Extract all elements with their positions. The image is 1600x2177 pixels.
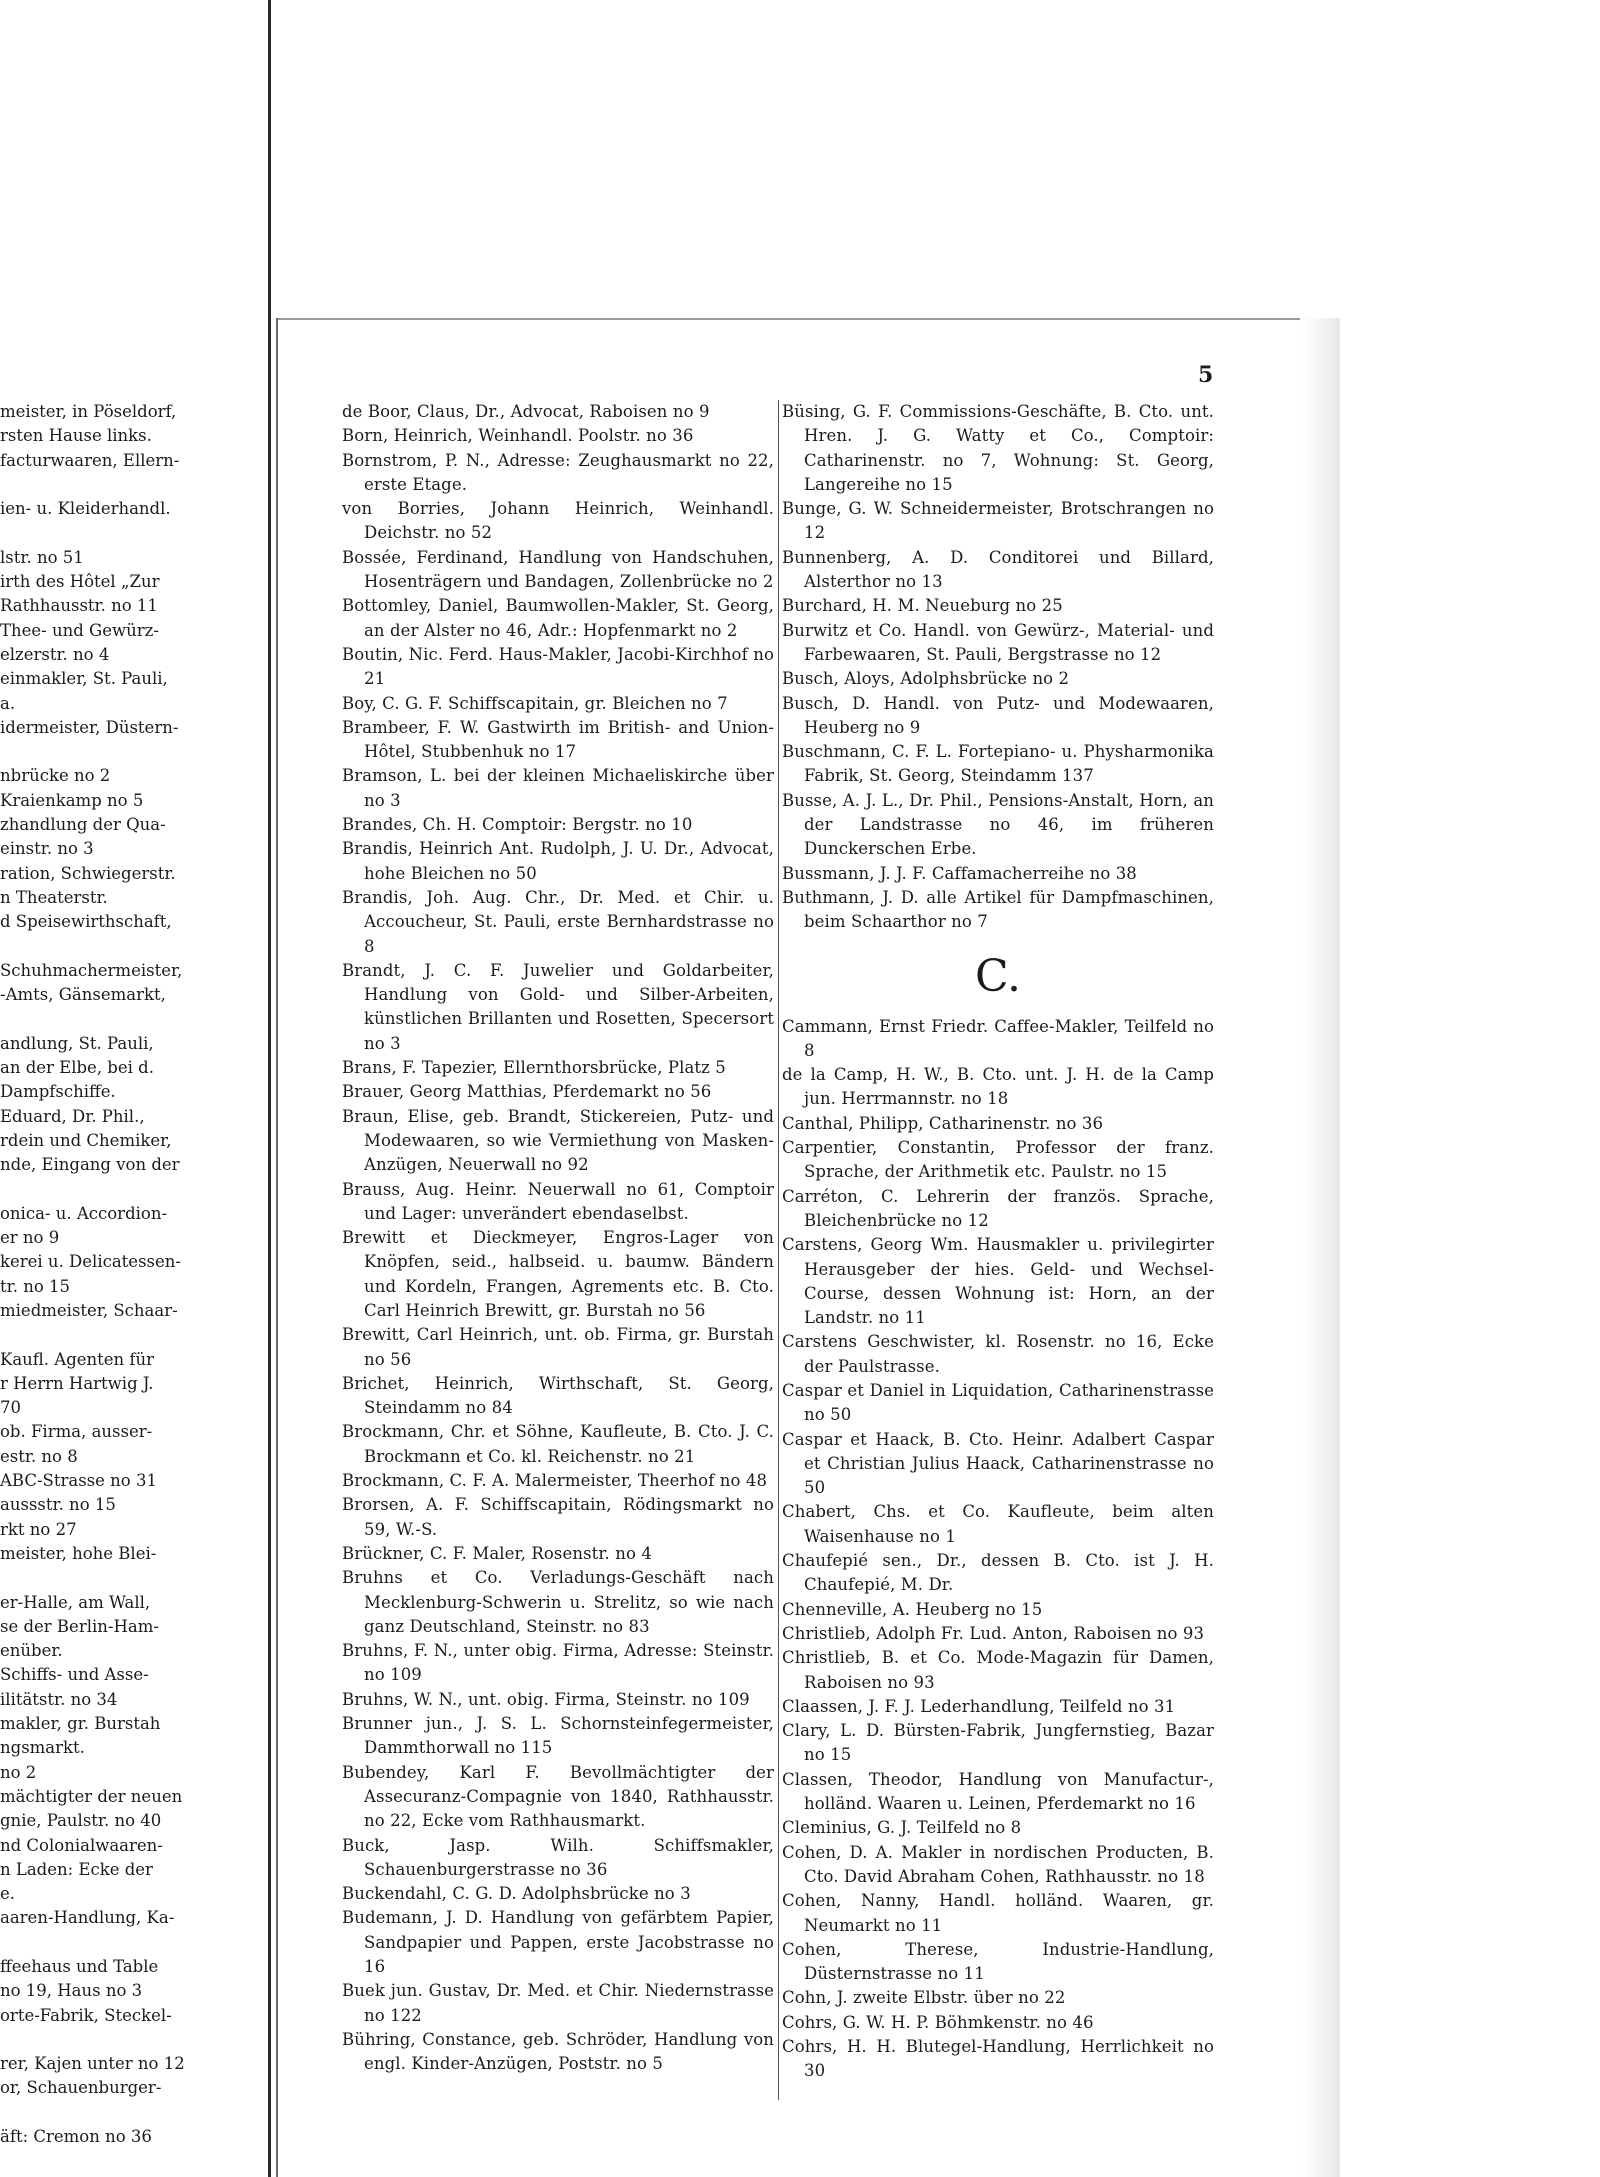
directory-entry: Büsing, G. F. Commissions-Geschäfte, B. Cto. unt. Hren. J. G. Watty et Co., Comptoir: Catharinenstr. no 7, Wohnung: St. Georg, Langereihe no 15 [782,402,1214,494]
fragment-line [0,1007,205,1031]
fragment-line: rer, Kajen unter no 12 [0,2054,185,2074]
fragment-line: zhandlung der Qua- [0,815,166,835]
fragment-line: a. [0,693,16,713]
fragment-line [0,1323,205,1347]
column-divider [778,400,779,2100]
directory-entry: Cohrs, G. W. H. P. Böhmkenstr. no 46 [782,2012,1094,2032]
directory-entry: Budemann, J. D. Handlung von gefärbtem Papier, Sandpapier und Pappen, erste Jacobstrasse no 16 [342,1908,774,1976]
page-border [276,318,278,2177]
fragment-line: Thee- und Gewürz- [0,620,159,640]
directory-entry: Cohrs, H. H. Blutegel-Handlung, Herrlichkeit no 30 [782,2037,1214,2081]
fragment-line: e. [0,1884,16,1904]
fragment-line [0,2101,205,2125]
fragment-line: einstr. no 3 [0,839,94,859]
fragment-line: Rathhausstr. no 11 [0,596,158,616]
directory-entry: de Boor, Claus, Dr., Advocat, Raboisen no 9 [342,402,710,421]
directory-entry: Boutin, Nic. Ferd. Haus-Makler, Jacobi-Kirchhof no 21 [342,644,774,689]
directory-entry: Buschmann, C. F. L. Fortepiano- u. Physharmonika Fabrik, St. Georg, Steindamm 137 [782,742,1214,786]
fragment-line: tr. no 15 [0,1276,70,1296]
directory-entry: Cleminius, G. J. Teilfeld no 8 [782,1818,1022,1838]
fragment-line: idermeister, Düstern- [0,717,179,737]
fragment-line: ration, Schwiegerstr. [0,863,176,883]
fragment-line: Kraienkamp no 5 [0,790,144,810]
fragment-line: äft: Cremon no 36 [0,2127,152,2147]
directory-entry: Canthal, Philipp, Catharinenstr. no 36 [782,1113,1104,1133]
directory-entry: Claassen, J. F. J. Lederhandlung, Teilfeld no 31 [782,1696,1176,1716]
directory-entry: Carstens Geschwister, kl. Rosenstr. no 16, Ecke der Paulstrasse. [782,1332,1214,1376]
directory-entry: Bunge, G. W. Schneidermeister, Brotschrangen no 12 [782,499,1214,543]
directory-entry: Brandis, Joh. Aug. Chr., Dr. Med. et Chir. u. Accoucheur, St. Pauli, erste Bernhardstrasse no 8 [342,887,774,956]
fragment-line: -Amts, Gänsemarkt, [0,985,166,1005]
directory-entry: Buek jun. Gustav, Dr. Med. et Chir. Niedernstrasse no 122 [342,1981,774,2025]
fragment-line: se der Berlin-Ham- [0,1616,159,1636]
fragment-line: kerei u. Delicatessen- [0,1252,181,1272]
fragment-line: er-Halle, am Wall, [0,1592,151,1612]
directory-entry: Bruhns, F. N., unter obig. Firma, Adresse: Steinstr. no 109 [342,1641,774,1685]
directory-entry: Christlieb, B. et Co. Mode-Magazin für Damen, Raboisen no 93 [782,1648,1214,1692]
fragment-line: meister, hohe Blei- [0,1543,157,1563]
directory-entry: Brandis, Heinrich Ant. Rudolph, J. U. Dr., Advocat, hohe Bleichen no 50 [342,839,774,883]
directory-entry: Classen, Theodor, Handlung von Manufactur-, holländ. Waaren u. Leinen, Pferdemarkt no 16 [782,1769,1214,1814]
fragment-line: gnie, Paulstr. no 40 [0,1811,162,1831]
fragment-line: an der Elbe, bei d. [0,1058,154,1078]
fragment-line: rkt no 27 [0,1519,77,1539]
page-number: 5 [1198,362,1214,388]
directory-entry: Brewitt et Dieckmeyer, Engros-Lager von Knöpfen, seid., halbseid. u. baumw. Bändern und Kordeln, Frangen, Agrements etc. B. Cto. Carl Heinrich Brewitt, gr. Burstah no 56 [342,1228,774,1320]
fragment-line: ob. Firma, ausser- [0,1422,153,1442]
directory-column-2 [782,400,1214,2084]
directory-entry: Brorsen, A. F. Schiffscapitain, Rödingsmarkt no 59, W.-S. [342,1495,774,1539]
directory-entry: de la Camp, H. W., B. Cto. unt. J. H. de la Camp jun. Herrmannstr. no 18 [782,1065,1214,1109]
directory-entry: Cohen, Therese, Industrie-Handlung, Düsternstrasse no 11 [782,1939,1214,1984]
directory-entry: Bramson, L. bei der kleinen Michaeliskirche über no 3 [342,766,774,810]
directory-entry: Bussmann, J. J. F. Caffamacherreihe no 38 [782,863,1137,883]
directory-entry: Born, Heinrich, Weinhandl. Poolstr. no 36 [342,426,694,446]
directory-entry: Bruhns, W. N., unt. obig. Firma, Steinstr. no 109 [342,1689,750,1709]
fragment-line: meister, in Pöseldorf, [0,402,177,421]
directory-entry: Brauss, Aug. Heinr. Neuerwall no 61, Comptoir und Lager: unverändert ebendaselbst. [342,1179,774,1223]
fragment-line [0,1178,205,1202]
directory-entry: Bottomley, Daniel, Baumwollen-Makler, St. Georg, an der Alster no 46, Adr.: Hopfenmarkt no 2 [342,596,774,640]
fragment-line: ABC-Strasse no 31 [0,1471,157,1491]
fragment-line: aaren-Handlung, Ka- [0,1908,175,1928]
fragment-line: d Speisewirthschaft, [0,912,172,932]
fragment-line: Eduard, Dr. Phil., [0,1106,145,1126]
directory-entry: Chaufepié sen., Dr., dessen B. Cto. ist J. H. Chaufepié, M. Dr. [782,1551,1214,1595]
fragment-line: no 19, Haus no 3 [0,1981,143,2001]
fragment-line: ien- u. Kleiderhandl. [0,499,171,519]
directory-entry: Brambeer, F. W. Gastwirth im British- and Union-Hôtel, Stubbenhuk no 17 [342,717,774,762]
directory-entry: Buck, Jasp. Wilh. Schiffsmakler, Schauenburgerstrasse no 36 [342,1835,774,1879]
directory-entry: Brewitt, Carl Heinrich, unt. ob. Firma, gr. Burstah no 56 [342,1325,774,1369]
directory-entry: Brauer, Georg Matthias, Pferdemarkt no 56 [342,1082,712,1102]
fragment-line: facturwaaren, Ellern- [0,450,180,470]
fragment-line: lstr. no 51 [0,547,84,567]
directory-entry: von Borries, Johann Heinrich, Weinhandl. Deichstr. no 52 [342,499,774,543]
fragment-line: rdein und Chemiker, [0,1130,172,1150]
directory-entry: Brunner jun., J. S. L. Schornsteinfegermeister, Dammthorwall no 115 [342,1714,774,1758]
directory-entry: Chabert, Chs. et Co. Kaufleute, beim alten Waisenhause no 1 [782,1502,1214,1546]
fragment-line [0,935,205,959]
directory-entry: Cohen, D. A. Makler in nordischen Producten, B. Cto. David Abraham Cohen, Rathhausstr. no 18 [782,1842,1214,1886]
directory-entry: Chenneville, A. Heuberg no 15 [782,1599,1043,1619]
directory-entry: Carréton, C. Lehrerin der französ. Sprache, Bleichenbrücke no 12 [782,1186,1214,1230]
page-curl-shadow [1300,318,1340,2177]
directory-entry: Brockmann, C. F. A. Malermeister, Theerhof no 48 [342,1471,768,1491]
fragment-line: miedmeister, Schaar- [0,1300,178,1320]
section-letter-heading: C. [974,950,1022,1002]
fragment-line [0,1931,205,1955]
fragment-line: nd Colonialwaaren- [0,1835,163,1855]
fragment-line: n Theaterstr. [0,887,108,907]
directory-entry: Carstens, Georg Wm. Hausmakler u. privilegirter Herausgeber der hies. Geld- und Wechsel-Course, dessen Wohnung ist: Horn, an der Landstr. no 11 [782,1235,1214,1328]
fragment-line: estr. no 8 [0,1446,78,1466]
left-page-fragment [0,400,205,2149]
directory-entry: Bühring, Constance, geb. Schröder, Handlung von engl. Kinder-Anzügen, Poststr. no 5 [342,2029,774,2074]
fragment-line: enüber. [0,1641,63,1661]
directory-entry: Cohn, J. zweite Elbstr. über no 22 [782,1988,1066,2008]
fragment-line: Schuhmachermeister, [0,960,183,980]
fragment-line: ilitätstr. no 34 [0,1689,118,1709]
fragment-line: andlung, St. Pauli, [0,1033,154,1053]
directory-entry: Bossée, Ferdinand, Handlung von Handschuhen, Hosenträgern und Bandagen, Zollenbrücke no 2 [342,547,774,592]
fragment-line: r Herrn Hartwig J. [0,1373,154,1393]
directory-entry: Burchard, H. M. Neueburg no 25 [782,596,1063,616]
fragment-line [0,2028,205,2052]
directory-entry: Buckendahl, C. G. D. Adolphsbrücke no 3 [342,1884,691,1904]
fragment-line: irth des Hôtel „Zur [0,572,160,592]
fragment-line: n Laden: Ecke der [0,1859,153,1879]
fragment-line: Dampfschiffe. [0,1082,116,1102]
entries-b-continued [782,400,1214,935]
fragment-line: nde, Eingang von der [0,1155,180,1175]
page-fold-edge [268,0,271,2177]
directory-entry: Christlieb, Adolph Fr. Lud. Anton, Raboisen no 93 [782,1623,1205,1643]
directory-entry: Carpentier, Constantin, Professor der franz. Sprache, der Arithmetik etc. Paulstr. no 15 [782,1138,1214,1182]
fragment-line: elzerstr. no 4 [0,644,110,664]
fragment-line: ngsmarkt. [0,1738,85,1758]
directory-entry: Bruhns et Co. Verladungs-Geschäft nach Mecklenburg-Schwerin u. Strelitz, so wie nach ganz Deutschland, Steinstr. no 83 [342,1568,774,1636]
fragment-line: orte-Fabrik, Steckel- [0,2005,172,2025]
directory-entry: Busch, D. Handl. von Putz- und Modewaaren, Heuberg no 9 [782,693,1214,737]
fragment-line: Kaufl. Agenten für [0,1349,155,1369]
directory-entry: Cohen, Nanny, Handl. holländ. Waaren, gr. Neumarkt no 11 [782,1891,1214,1935]
fragment-line: einmakler, St. Pauli, [0,669,168,689]
fragment-line [0,473,205,497]
directory-entry: Brockmann, Chr. et Söhne, Kaufleute, B. Cto. J. C. Brockmann et Co. kl. Reichenstr. no 21 [342,1422,774,1466]
fragment-line: Schiffs- und Asse- [0,1665,149,1685]
directory-entry: Brandt, J. C. F. Juwelier und Goldarbeiter, Handlung von Gold- und Silber-Arbeiten, künstlichen Brillanten und Rosetten, Specersort no 3 [342,960,774,1053]
entries-c [782,1015,1214,2084]
fragment-line: makler, gr. Burstah [0,1714,161,1734]
directory-entry: Boy, C. G. F. Schiffscapitain, gr. Bleichen no 7 [342,693,728,713]
directory-entry: Bornstrom, P. N., Adresse: Zeughausmarkt no 22, erste Etage. [342,450,774,494]
directory-column-1 [342,400,774,2076]
fragment-line: or, Schauenburger- [0,2078,162,2098]
fragment-line: onica- u. Accordion- [0,1203,168,1223]
fragment-line: ffeehaus und Table [0,1957,159,1976]
directory-entry: Burwitz et Co. Handl. von Gewürz-, Material- und Farbewaaren, St. Pauli, Bergstrasse no 12 [782,620,1214,664]
directory-entry: Brans, F. Tapezier, Ellernthorsbrücke, Platz 5 [342,1058,726,1078]
fragment-line: nbrücke no 2 [0,766,111,786]
directory-entry: Clary, L. D. Bürsten-Fabrik, Jungfernstieg, Bazar no 15 [782,1721,1214,1765]
directory-entry: Caspar et Daniel in Liquidation, Catharinenstrasse no 50 [782,1380,1214,1425]
directory-entry: Buthmann, J. D. alle Artikel für Dampfmaschinen, beim Schaarthor no 7 [782,887,1214,932]
directory-entry: Brandes, Ch. H. Comptoir: Bergstr. no 10 [342,815,693,835]
fragment-line: rsten Hause links. [0,426,152,446]
directory-entry: Braun, Elise, geb. Brandt, Stickereien, Putz- und Modewaaren, so wie Vermiethung von Masken-Anzügen, Neuerwall no 92 [342,1106,774,1175]
directory-entry: Busch, Aloys, Adolphsbrücke no 2 [782,669,1070,689]
fragment-line [0,521,205,545]
directory-entry: Cammann, Ernst Friedr. Caffee-Makler, Teilfeld no 8 [782,1016,1214,1060]
directory-entry: Brückner, C. F. Maler, Rosenstr. no 4 [342,1543,652,1563]
page-top-edge [278,318,1308,320]
directory-entry: Caspar et Haack, B. Cto. Heinr. Adalbert Caspar et Christian Julius Haack, Catharinenstrasse no 50 [782,1429,1214,1498]
directory-entry: Bubendey, Karl F. Bevollmächtigter der Assecuranz-Compagnie von 1840, Rathhausstr. no 22, Ecke vom Rathhausmarkt. [342,1762,774,1831]
fragment-line: mächtigter der neuen [0,1786,183,1806]
fragment-line [0,1566,205,1590]
fragment-line: 70 [0,1398,21,1418]
fragment-line: no 2 [0,1762,37,1782]
directory-entry: Busse, A. J. L., Dr. Phil., Pensions-Anstalt, Horn, an der Landstrasse no 46, im früheren Dunckerschen Erbe. [782,790,1214,859]
fragment-line [0,740,205,764]
directory-entry: Brichet, Heinrich, Wirthschaft, St. Georg, Steindamm no 84 [342,1373,774,1418]
fragment-line: aussstr. no 15 [0,1495,116,1515]
directory-entry: Bunnenberg, A. D. Conditorei und Billard, Alsterthor no 13 [782,547,1214,592]
fragment-line: er no 9 [0,1228,60,1248]
